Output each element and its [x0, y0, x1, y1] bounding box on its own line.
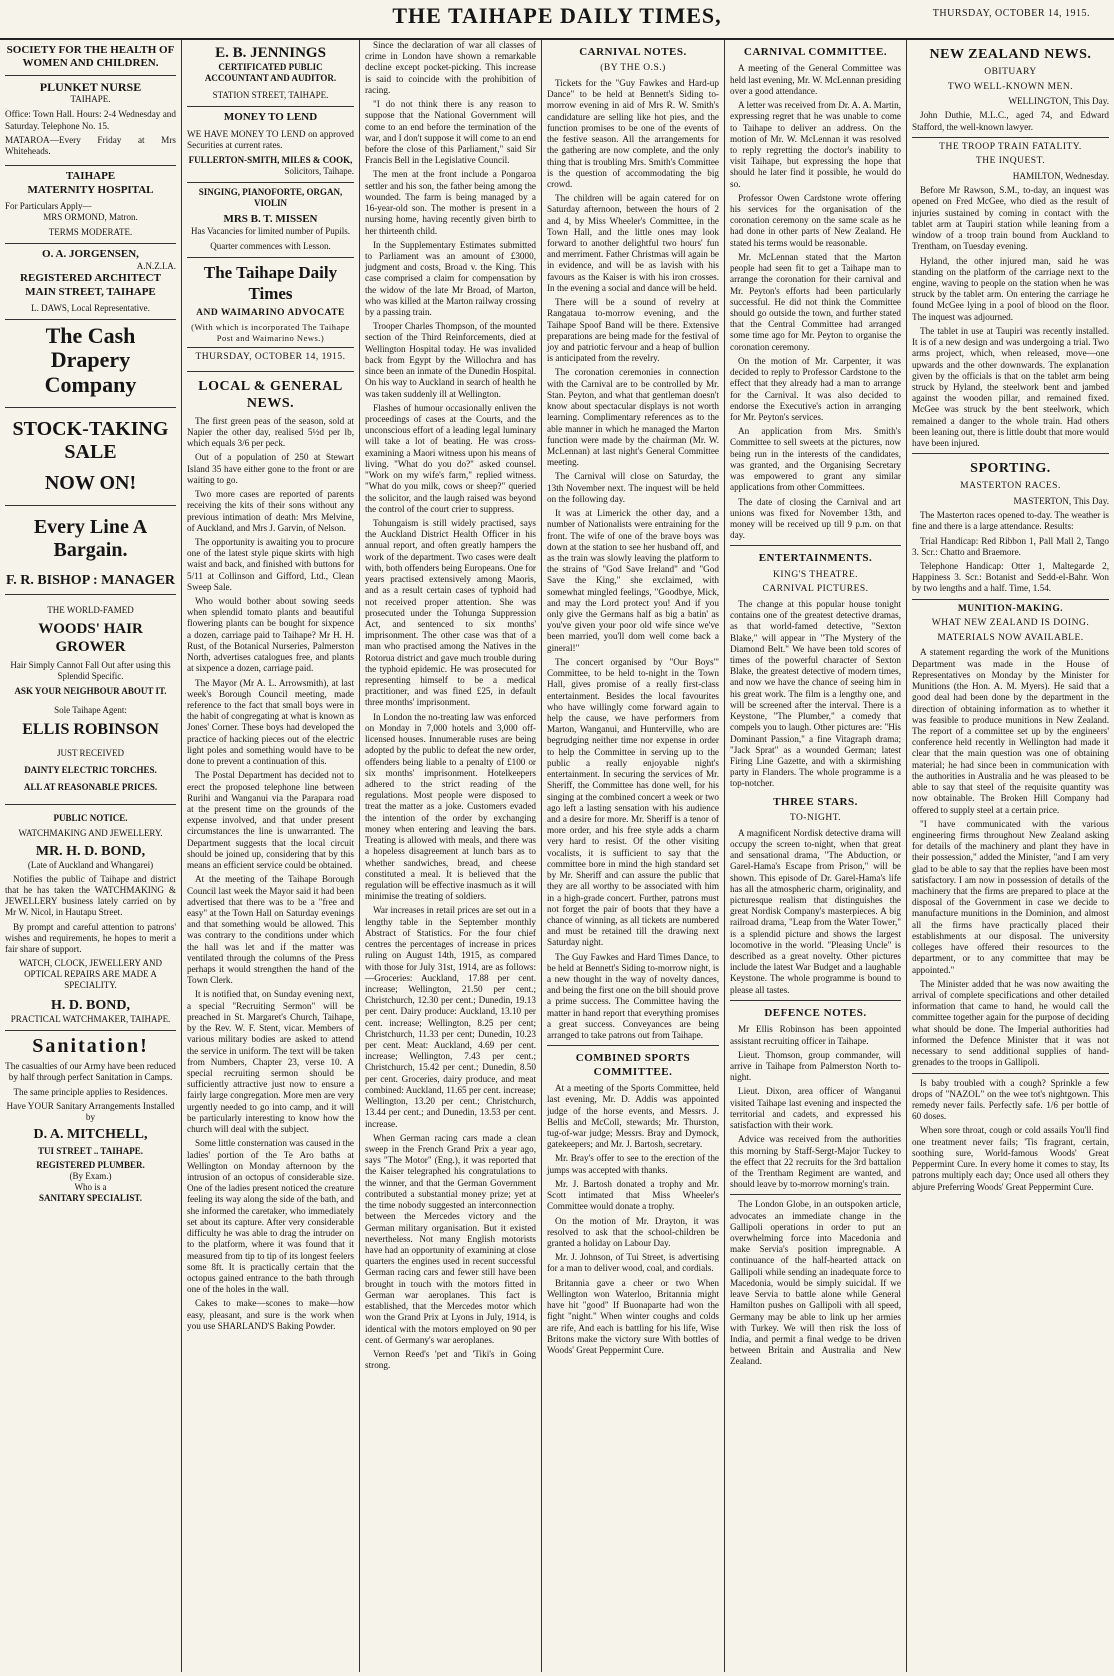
now-on-heading: NOW ON! [44, 471, 137, 494]
sanitation-install: Have YOUR Sanitary Arrangements Installed by [6, 1100, 175, 1122]
society-heading: SOCIETY FOR THE HEALTH OF WOMEN AND CHILDREN. [6, 44, 175, 70]
article-paragraph: The first green peas of the season, sold at Napier the other day, realised 5½d per lb, which equals 3/6 per peck. [187, 415, 354, 449]
column-1-ads [0, 40, 182, 1672]
article-paragraph: There will be a sound of revelry at Rangataua to-morrow evening, and the Taihape Spoof Band will be there. Extensive preparations are being made for the festival of joy and patriotic fervour and a heap of bullion is anticipated from the revelry. [547, 297, 719, 364]
article-paragraph: Some little consternation was caused in the ladies' portion of the Te Aro baths at Wellington on Monday afternoon by the intrusion of an octopus of considerable size. One of the ladies present noticed the creature feeling its way along the side of the bath, and she informed the caretaker, who immediately set about its capture. After very considerable difficulty he was able to drag the intruder on to the platform, where it was found that it measured from tip to tip of its longest feelers some 8ft. It is practically certain that the octopus gained entrance to the bath through one of the holes in the wall. [187, 1138, 354, 1295]
article-paragraph: A letter was received from Dr. A. A. Martin, expressing regret that he was unable to come to Taihape to deliver an address. On the motion of Mr. W. McLennan it was resolved to reply regretting the doctor's inability to visit Taihape, but expressing the hope that should he later find it possible, he would do so. [730, 100, 901, 189]
troop-train-heading: THE TROOP TRAIN FATALITY. [939, 141, 1082, 152]
bond-notice-text: Notifies the public of Taihape and district that he has taken the WATCHMAKING & JEWELLERY business lately carried on by Mr W. Nicol, in Hautapu Street. [5, 873, 176, 918]
plunket-mataroa: MATAROA—Every Friday at Mrs Whiteheads. [5, 134, 176, 157]
jennings-title: CERTIFICATED PUBLIC ACCOUNTANT AND AUDITOR. [204, 62, 337, 84]
maternity-town: TAIHAPE [65, 170, 116, 183]
article-paragraph: On the motion of Mr. Drayton, it was resolved to ask that the school-children be granted a holiday on Labour Day. [547, 1215, 719, 1249]
entertainments-heading: ENTERTAINMENTS. [758, 552, 873, 565]
torches-heading: DAINTY ELECTRIC TORCHES. [24, 764, 157, 775]
missen-subjects: SINGING, PIANOFORTE, ORGAN, VIOLIN [198, 186, 343, 208]
article-paragraph: A magnificent Nordisk detective drama will occupy the screen to-night, when that great and sensational drama, "The Abduction, or Garel-Hama's Escape from Prison," will be shown. This episode of Dr. Garel-Hama's life has all the atmospheric charm, originality, and picturesque realism that distinguishes the great Nordisk Company's masterpieces. A big railroad drama, "Leap from the Water Tower," is a splendid picture and shows the largest locomotive in the world. "Pleasing Uncle" is described as a great novelty. Other pictures include the latest War Budget and a laughable Keystone. The whole programme is bound to please all tastes. [730, 827, 901, 995]
mitchell-address: TUI STREET .. TAIHAPE. [37, 1146, 144, 1157]
article-paragraph: The Guy Fawkes and Hard Times Dance, to be held at Bennett's Siding to-morrow night, is a new thought in the way of novelty dances, and being the first one on the bill should prove a prime success. The Committee having the matter in hand report that everything promises a great success. Conveyances are being arranged to take patrons out from Taihape. [547, 951, 719, 1041]
public-notice: PUBLIC NOTICE. [53, 812, 128, 823]
article-paragraph: Tohungaism is still widely practised, says the Auckland District Health Officer in his annual report, and often greatly hampers the work of the department. Two cases were dealt with, both offenders being Europeans. One for years practised extensively among Maoris, and as a result certain cases of typhoid had not received proper attention. She was prosecuted under the Tohunga Suppression Act, and sentenced to six months' imprisonment. The other case was that of a man who practised among the Natives in the Rotorua district and gave much trouble during the typhoid epidemic. He was prosecuted for representing himself to be a medical practitioner, and was fined £25, in default three months' imprisonment. [365, 517, 536, 708]
money-text: WE HAVE MONEY TO LEND on approved Securities at current rates. [187, 128, 354, 150]
bond-late-of: (Late of Auckland and Whangarei) [27, 859, 154, 870]
sanitation-heading: Sanitation! [32, 1035, 149, 1058]
article-paragraph: In the Supplementary Estimates submitted to Parliament was an amount of £3000, judgment and costs, Broad v. the King. This case comprised a claim for compensation by the widow of the late Mr Broad, of Marton, who was killed at the Marton railway crossing by a passing train. [365, 239, 536, 318]
article-paragraph: Cakes to make—scones to make—how easy, pleasant, and sure is the work when you use SHARLAND'S Baking Powder. [187, 1298, 354, 1331]
missen-vacancies: Has Vacancies for limited number of Pupils. [190, 226, 351, 237]
missen-ad [187, 183, 354, 258]
cash-drapery-company: Company [44, 371, 137, 397]
article-paragraph: Advice was received from the authorities this morning by Staff-Sergt-Major Tuckey to the effect that 22 recruits for the 3rd battalion of the Trentham Regiment are wanted, and should leave by to-morrow morning's train. [730, 1134, 901, 1190]
architect-title: REGISTERED ARCHITECT [20, 272, 161, 285]
plunket-office: Office: Town Hall. Hours: 2-4 Wednesday and Saturday. Telephone No. 15. [5, 109, 176, 131]
article-paragraph: The opportunity is awaiting you to procure one of the latest style pique skirts with high waist and back, and finished with buttons for 5/11 at Collinson and Gifford, Ltd., Clean Sweep Sale. [187, 536, 354, 592]
article-paragraph: Telephone Handicap: Otter 1, Maltegarde 2, Happiness 3. Scr.: Botanist and Sedd-el-Bahr. Won by two lengths and a half. Time, 1.54. [912, 561, 1109, 594]
woods-world-famed: THE WORLD-FAMED [47, 604, 134, 615]
tonight-heading: TO-NIGHT. [789, 813, 842, 824]
mitchell-exam: (By Exam.) [69, 1171, 112, 1182]
bond-signature: H. D. BOND, [51, 998, 130, 1014]
money-ad [187, 107, 354, 183]
jennings-ad [187, 40, 354, 107]
article-paragraph: In London the no-treating law was enforced on Monday in 7,000 hotels and 3,000 off-licensed houses. Innumerable ruses are being adopted by the public to defeat the new order, offenders being liable to a penalty of £100 or six months' imprisonment. Hotelkeepers adhered to the strict reading of the regulations. Most people were disposed to treat the matter as a joke. Customers evaded the intention of the order by exchanging money when entering and leaving the bars. Treating is allowed with meals, and there was a hopeless disagreement at lunch bars as to whether sandwiches, bread, and cheese constituted a meal. It is believed that the regulation will be effective inasmuch as it will minimise the treating of soldiers. [365, 711, 536, 902]
article-paragraph: An application from Mrs. Smith's Committee to sell sweets at the pictures, now being run in the interests of the candidates, was granted, and the Organising Secretary was empowered to grant any similar applications from other Committees. [730, 426, 901, 493]
article-paragraph: The Masterton races opened to-day. The weather is fine and there is a large attendance. Results: [912, 510, 1109, 532]
article-paragraph: Since the declaration of war all classes of crime in London have shown a remarkable decline except pocket-picking. This increase is said to coincide with the prohibition of racing. [365, 40, 536, 95]
missen-quarter: Quarter commences with Lesson. [210, 241, 331, 252]
munition-heading: MUNITION-MAKING. [957, 603, 1064, 614]
article-paragraph: On the motion of Mr. Carpenter, it was decided to reply to Professor Cardstone to the effect that they already had a man to arrange for the Carnival. It was also decided to endorse the Executive's action in arranging for Mr. Peyton's services. [730, 355, 901, 422]
article-paragraph: The men at the front include a Pongaroa settler and his son, the father being among the wounded. The farm is being managed by a 16-year-old son. The mother is present in a nursing home, having recently given birth to her thirteenth child. [365, 169, 536, 236]
article-paragraph: John Duthie, M.L.C., aged 74, and Edward Stafford, the well-known lawyer. [912, 110, 1109, 132]
article-paragraph: War increases in retail prices are set out in a lengthy table in the September monthly Abstract of Statistics. For the four chief centres the percentages of increase in prices ruling on August 14th, 1915, as compared with those for July 31st, 1914, are as follows:—Groceries: Auckland, 17.88 per cent. increase; Wellington, 21.50 per cent.; Christchurch, 12.30 per cent.; Dunedin, 19.13 per cent. Dairy produce: Auckland, 13.10 per cent. increase; Wellington, 8.25 per cent; Christchurch, 11.33 per cent; Dunedin, 10.23 per cent. Meat: Auckland, 4.69 per cent. increase; Wellington, 7.43 per cent.; Christchurch, 15.42 per cent.; Dunedin, 8.50 per cent. Groceries, dairy produce, and meat combined: Auckland, 11.65 per cent. increase; Wellington, 13.20 per cent.; Christchurch, 13.44 per cent.; and Dunedin, 13.53 per cent. increase. [365, 905, 536, 1129]
article-paragraph: "I do not think there is any reason to suppose that the National Government will come to an end before the termination of the war, and I don't suppose it will come to an end before the close of this Parliament," said Sir Francis Bell in the Legislative Council. [365, 99, 536, 166]
two-men-heading: TWO WELL-KNOWN MEN. [947, 81, 1074, 92]
article-paragraph: "I have communicated with the various engineering firms throughout New Zealand asking for details of the machinery and plant they have in their possession," added the Minister, "and I am very glad to be able to say that the replies have been most satisfactory. I am now in possession of details of the machinery that the firms are prepared to place at the disposal of the Government in case we decide to manufacture munitions in the Dominion, and almost all the firms have practically placed their establishments at our disposal. The university colleges have offered their resources to the department, or to any committee that may be appointed." [912, 818, 1109, 975]
article-paragraph: Two more cases are reported of parents receiving the kits of their sons without any previous intimation of death: Mrs Melvine, of Auckland, and Mrs J. Garvin, of Nelson. [187, 489, 354, 533]
woods-hair-ad [5, 595, 176, 805]
article-paragraph: The children will be again catered for on Saturday afternoon, between the hours of 2 and 4, by Miss Wheeler's Committee, in the Town Hall, and the little ones may look forward to another delightful two hours' fun and merriment. Father Christmas will again be in evidence, and will be as lavish with his favours as the Kaiser is with his iron crosses. In the evening a social and dance will be held. [547, 193, 719, 293]
article-paragraph: Mr. J. Bartosh donated a trophy and Mr. Scott intimated that Miss Wheeler's Committee would donate a trophy. [547, 1178, 719, 1212]
sanitation-text: The casualties of our Army have been reduced by half through perfect Sanitation in Camps. [5, 1061, 176, 1083]
plunket-ad [5, 40, 176, 166]
article-paragraph: Trooper Charles Thompson, of the mounted section of the Third Reinforcements, died at Wellington Hospital today. He was invalided back from Egypt by the Willochra and has since been an inmate of the Dunedin Hospital. On his way to Auckland in search of health he was taken suddenly ill at Wellington. [365, 321, 536, 399]
bond-ad [5, 805, 176, 1031]
article-paragraph: The date of closing the Carnival and art unions was fixed for November 13th, and money will be received up till 9 p.m. on that day. [730, 496, 901, 541]
article-paragraph: When German racing cars made a clean sweep in the French Grand Prix a year ago, says "The Motor" (Eng.), it was reported that the Kaiser telegraphed his congratulations to the winner, and that the German Government contributed a substantial money prize; yet at the time nobody suggested an interconnection between the Mercedes victory and the German military organisation. But it existed nevertheless. Not many English motorists have had an opportunity of examining at close quarters the engines used in recent successful German racing cars and fewer still have been brought in touch with the motors fitted in German war aeroplanes. This fact is established, that the Mercedes motor which won the Grand Prix at Lyons in July, 1914, is identical with the motors employed on 90 per cent. of Germany's war aeroplanes. [365, 1132, 536, 1345]
sanitation-principle: The same principle applies to Residences. [13, 1086, 168, 1097]
woods-slogan: Hair Simply Cannot Fall Out after using this Splendid Specific. [10, 660, 171, 682]
inner-title: The Taihape Daily Times [203, 263, 338, 303]
kings-theatre-heading: KING'S THEATRE. [772, 569, 859, 580]
article-paragraph: The Postal Department has decided not to erect the proposed telephone line between Rurihi and Wanganui via the Parapara road at the present time on the grounds of the expense involved, and that under present circumstances the line is unwarranted. The Department suggests that the local circuit should be joined up, considering that by this means an efficient service could be obtained. [187, 770, 354, 871]
article-paragraph: Flashes of humour occasionally enliven the proceedings of cases at the Courts, and the unconscious effort of a leading legal luminary will take a lot of beating. He was cross-examining a Maori witness upon his means of living. "What do you do?" asked counsel. "Work on my wife's farm," replied witness. "What do you milk, cows or sheep?" queried the solicitor, and the laugh raised was beyond the control of the court crier to suppress. [365, 402, 536, 514]
mitchell-specialist: SANITARY SPECIALIST. [38, 1193, 143, 1204]
column-3 [360, 40, 542, 1672]
plunket-town: TAIHAPE. [70, 94, 111, 105]
missen-name: MRS B. T. MISSEN [223, 212, 318, 225]
masthead [0, 0, 1114, 40]
article-paragraph: The concert organised by "Our Boys'" Committee, to be held to-night in the Town Hall, gives promise of a really first-class entertainment. Besides the local favourites who have willingly come forward again to help the cause, we have performers from Marton, Wanganui, and Hunterville, who are begrudging neither time nor expense in order to help the Committee in serving up to the public a really enjoyable night's entertainment. In securing the services of Mr. Sheriff, the Committee has done well, for his singing at the combined concert a week or two ago left a lasting sensation with his audience and a desire for more. Mr. Sheriff is a tenor of more order, and his free style adds a charm very hard to resist. Of the other visiting vocalists, it is sufficient to say that the committee bore in mind the high standard set by Mr. Sheriff and can assure the public that they are all worthy to be associated with him in a high-grade concert. Further, patrons must not forget the pair of boots that they have a chance of winning, as all tickets are numbered and must be retained till the drawing next Saturday night. [547, 656, 719, 948]
paper-nameplate [187, 263, 354, 371]
sanitation-ad [5, 1031, 176, 1209]
money-heading: MONEY TO LEND [223, 111, 318, 124]
article-paragraph: Mr. J. Johnson, of Tui Street, is advertising for a man to deliver wood, coal, and cordials. [547, 1252, 719, 1274]
article-paragraph: The tablet in use at Taupiri was recently installed. It is of a new design and was undergoing a trial. Two arms project, which, when released, move—one upwards and the other downwards. The explanation given by the officials is that on the tablet arm being struck by Hyland, the steelwork bent and jambed against the wooden pillar, and remained fixed. McGee was struck by the bent steelwork, which remained a danger to the whole train. Had others been leaning out, there is little doubt that more would have been injured. [912, 325, 1109, 449]
article-paragraph: Before Mr Rawson, S.M., to-day, an inquest was opened on Fred McGee, who died as the result of injuries sustained by coming in contact with the tablet arm at Taupiri station while leaning from a window of a troop train bound from Auckland to Trentham, on Tuesday evening. [912, 185, 1109, 252]
sports-committee-heading: COMBINED SPORTS COMMITTEE. [575, 1052, 691, 1078]
article-paragraph: Out of a population of 250 at Stewart Island 35 have either gone to the front or are waiting to go. [187, 452, 354, 485]
bond-repairs: WATCH, CLOCK, JEWELLERY AND OPTICAL REPAIRS ARE MADE A SPECIALITY. [19, 958, 162, 991]
woods-agent-name: ELLIS ROBINSON [22, 721, 159, 739]
money-solicitors: Solicitors, Taihape. [284, 166, 354, 177]
carnival-pictures-heading: CARNIVAL PICTURES. [762, 584, 869, 595]
bond-name: MR. H. D. BOND, [35, 843, 146, 859]
article-paragraph: Lieut. Thomson, group commander, will arrive in Taihape from Palmerston North to-night. [730, 1049, 901, 1083]
woods-ask: ASK YOUR NEIGHBOUR ABOUT IT. [14, 686, 167, 697]
article-paragraph: The Minister added that he was now awaiting the arrival of complete specifications and other detailed information that came to hand, he would call the committee together again for the purpose of deciding what should be done. The Imperial authorities had informed the Defence Minister that it was not necessary to send additional supplies of hand-grenades to the troops in Gallipoli. [912, 978, 1109, 1068]
article-paragraph: Hyland, the other injured man, said he was standing on the platform of the carriage next to the engine, waving to people on the station when he was struck by the tablet arm. On entering the carriage he found McGee lying in a pool of blood on the floor. The inquest was adjourned. [912, 255, 1109, 322]
inner-date: THURSDAY, OCTOBER 14, 1915. [195, 352, 346, 363]
inquest-heading: THE INQUEST. [975, 156, 1046, 167]
inner-incorporated: (With which is incorporated The Taihape Post and Waimarino News.) [191, 322, 350, 343]
materials-subheading: MATERIALS NOW AVAILABLE. [937, 632, 1084, 643]
woods-agent-label: Sole Taihape Agent: [54, 705, 127, 716]
stock-taking-heading: STOCK-TAKING [12, 417, 169, 440]
article-paragraph: The coronation ceremonies in connection with the Carnival are to be controlled by Mr. Stan. Peyton, and what that gentleman doesn't know about spectacular displays is not worth learning. Complimentary references as to the able manner in which he managed the Marton function were made by the chairman (Mr. W. McLennan) at last night's General Committee meeting. [547, 367, 719, 468]
jennings-name: E. B. JENNINGS [215, 45, 326, 61]
local-general-heading: LOCAL & GENERAL NEWS. [198, 378, 343, 411]
munition-subheading: WHAT NEW ZEALAND IS DOING. [931, 618, 1090, 629]
carnival-notes-byline: (BY THE O.S.) [600, 63, 666, 74]
article-paragraph: Who would bother about sowing seeds when splendid tomato plants and beautiful flowering plants can be bought for sixpence a dozen, carriage paid to Taihape? Mr H. H. Rust, of the Botanical Nurseries, Palmerston North, advertises catalogues free, and plants at sixpence a dozen, carriage paid. [187, 596, 354, 674]
article-paragraph: Tickets for the "Guy Fawkes and Hard-up Dance" to be held at Bennett's Siding to-morrow evening in aid of Mrs R. W. Smith's candidature are selling like hot pies, and the function promises to be one of the events of the festive season. All the arrangements for the gathering are now complete, and the only thing that is troubling Mrs. Smith's Committee is the question of accommodating the big crowd. [547, 77, 719, 189]
article-paragraph: It is notified that, on Sunday evening next, a special "Recruiting Sermon" will be preached in St. Margaret's Church, Taihape, by the Rev. W. F. Stent, vicar. Members of various military bodies are asked to attend the service in uniform. The text will be taken from Numbers, Chapter 23, verse 10. A special recruiting sermon should be sufficiently attractive just now to ensure a fairly large congregation. More men are very urgently needed to go into camp, and it will be particularly interesting to know how the church will deal with the subject. [187, 989, 354, 1135]
architect-address: MAIN STREET, TAIHAPE [25, 285, 156, 298]
architect-rep: L. DAWS, Local Representative. [31, 303, 150, 314]
mitchell-who: Who is a [74, 1182, 107, 1193]
cash-drapery-ad [5, 320, 176, 595]
article-paragraph: The Mayor (Mr A. L. Arrowsmith), at last week's Borough Council meeting, made reference to the fact that small boys were in the habit of congregating at what is known as Jones' Corner. These boys had developed the practice of hacking pieces out of the electric light poles and something would have to be done to prevent a continuation of this. [187, 677, 354, 767]
article-paragraph: The Carnival will close on Saturday, the 13th November next. The inquest will be held on the following day. [547, 471, 719, 504]
bond-attention-text: By prompt and careful attention to patrons' wishes and requirements, he hopes to merit a fair share of support. [5, 921, 176, 954]
column-6 [907, 40, 1114, 1672]
bond-trade: WATCHMAKING AND JEWELLERY. [18, 827, 163, 838]
article-paragraph: When sore throat, cough or cold assails You'll find one treatment never fails; 'Tis fragrant, certain, soothing sure, World-famous Woods' Great Peppermint Cure. In every home it comes to stay, Its patrons multiply each day; Once used all others they abjure Preferring Woods' Great Peppermint Cure. [912, 1125, 1109, 1192]
column-4 [542, 40, 725, 1672]
plunket-heading: PLUNKET NURSE [39, 79, 142, 94]
article-paragraph: A statement regarding the work of the Munitions Department was made in the House of Representatives on Monday by the Minister for Munitions (the Hon. A. M. Myers). He said that a good deal had been done by the department in the direction of obtaining information as to whether it was feasible to produce munitions in New Zealand. The report of a committee set up by the engineers' conference held recently in Wellington had made it clear that the main question was one of obtaining material; he had since been in communication with the authorities in Australia and he was pleased to be able to say that steel of the requisite quantity was now obtainable. The Broken Hill Company had offered to supply steel at a certain price. [912, 647, 1109, 815]
article-paragraph: Lieut. Dixon, area officer of Wanganui visited Taihape last evening and inspected the territorial and cadets, and expressed his satisfaction with their work. [730, 1086, 901, 1131]
maternity-terms: TERMS MODERATE. [48, 227, 133, 238]
article-paragraph: A meeting of the General Committee was held last evening, Mr. W. McLennan presiding over a good attendance. [730, 63, 901, 96]
nz-news-heading: NEW ZEALAND NEWS. [929, 47, 1092, 62]
sale-heading: SALE [64, 440, 117, 463]
sporting-heading: SPORTING. [970, 461, 1051, 477]
torches-received: JUST RECEIVED [56, 747, 125, 758]
article-paragraph: Is baby troubled with a cough? Sprinkle a few drops of "NAZOL" on the wee tot's nightgown. This remedy never fails. Perfectly safe. 1/6 per bottle of 60 doses. [912, 1077, 1109, 1122]
column-2 [182, 40, 360, 1672]
article-paragraph: Professor Owen Cardstone wrote offering his services for the organisation of the coronation ceremony on the same scale as he had done in other parts of New Zealand. He stated his terms would be reasonable. [730, 192, 901, 248]
jennings-address: STATION STREET, TAIHAPE. [212, 90, 329, 101]
maternity-ad [5, 166, 176, 244]
woods-hair-grower: WOODS' HAIR GROWER [38, 620, 143, 656]
maternity-apply: For Particulars Apply— [5, 201, 92, 212]
article-paragraph: The change at this popular house tonight contains one of the greatest detective dramas, as that world-famed detective, "Sexton Blake," will appear in "The Mystery of the Diamond Belt." We have been told scores of times of the powerful character of Sexton Blake, the greatest detective of modern times, and now we have the chance of seeing him in his great work. The film is a lengthy one, and will be screened after the interval. There is a Keystone, "The Plumber," a comedy that compels you to laugh. Other pictures are: "His Dominant Passion," a fine Vitagraph drama; "Jack Sprat" as a wounded German; latest Firing Line Gazette, and with a skirmishing party in Flanders. The whole programme is a top-notcher. [730, 598, 901, 789]
torches-prices: ALL AT REASONABLE PRICES. [23, 781, 158, 792]
architect-name: O. A. JORGENSEN, [42, 248, 139, 260]
dateline: HAMILTON, Wednesday. [1012, 171, 1109, 182]
maternity-heading: MATERNITY HOSPITAL [27, 183, 154, 196]
obituary-heading: OBITUARY [984, 67, 1037, 78]
newspaper-title: THE TAIHAPE DAILY TIMES, [392, 3, 722, 28]
mitchell-plumber: REGISTERED PLUMBER. [36, 1160, 145, 1171]
article-paragraph: Trial Handicap: Red Ribbon 1, Pall Mall 2, Tango 3. Scr.: Chatto and Braemore. [912, 535, 1109, 557]
maternity-matron: MRS ORMOND, Matron. [43, 212, 138, 223]
masterton-races-heading: MASTERTON RACES. [960, 481, 1061, 492]
article-paragraph: Mr. Bray's offer to see to the erection of the jumps was accepted with thanks. [547, 1153, 719, 1175]
column-5 [725, 40, 907, 1672]
money-firm: FULLERTON-SMITH, MILES & COOK, [188, 155, 353, 166]
article-paragraph: At the meeting of the Taihape Borough Council last week the Mayor said it had been advertised that there was to be a "free and easy" at the Town Hall on Saturday evenings and that something would be allowed. This was contrary to the conditions under which the hall was let and if the matter was ventilated through the columns of the Press perhaps it would strengthen the hand of the Town Clerk. [187, 874, 354, 986]
article-paragraph: The London Globe, in an outspoken article, advocates an immediate change in the Gallipoli operations in order to put an overwhelming force into Macedonia and make Servia's position impregnable. A continuance of the half-hearted attack on Gallipoli while sending an inadequate force to Macedonia, would be simply suicidal. If we leave Servia to battle alone while General Hamilton pushes on Gallipoli with all speed, Germany may be able to link up her armies with Turkey. We will then risk the loss of India, and permit a final wedge to be driven between Britain and Australia and New Zealand. [730, 1199, 901, 1367]
inner-subtitle: AND WAIMARINO ADVOCATE [196, 307, 345, 318]
carnival-committee-heading: CARNIVAL COMMITTEE. [743, 46, 888, 58]
article-paragraph: It was at Limerick the other day, and a number of Nationalists were entraining for the front. The wife of one of the brave boys was down at the station to see her husband off, and as the train was slowly leaving the platform to the strains of "God Save Ireland" and "God Save the King," she exclaimed, with somewhat mingled feelings, "Goodbye, Mick, and may the Lord protect you! And if you only give the Germans half as big a batin' as you've given your poor old wife since we've been married, you'll dom well come back a gineral!" [547, 508, 719, 653]
dateline: WELLINGTON, This Day. [1008, 96, 1109, 107]
bond-title: PRACTICAL WATCHMAKER, TAIHAPE. [10, 1014, 171, 1025]
architect-ad [5, 244, 176, 320]
defence-notes-heading: DEFENCE NOTES. [764, 1006, 867, 1019]
article-paragraph: Vernon Reed's 'pet and 'Tiki's in Going strong. [365, 1348, 536, 1371]
three-stars-heading: THREE STARS. [773, 795, 858, 808]
mitchell-name: D. A. MITCHELL, [33, 1127, 148, 1143]
issue-date: THURSDAY, OCTOBER 14, 1915. [932, 8, 1090, 19]
article-paragraph: Mr Ellis Robinson has been appointed assistant recruiting officer in Taihape. [730, 1024, 901, 1046]
manager-line: F. R. BISHOP : MANAGER [5, 572, 176, 588]
dateline: MASTERTON, This Day. [1013, 495, 1109, 506]
article-paragraph: Britannia gave a cheer or two When Wellington won Waterloo, Britannia might have hit "good" If Buonaparte had won the fight "night." When winter coughs and colds are rife, And each is battling for his life, Wise Britons make the victory sure With bottles of Woods' Great Peppermint Cure. [547, 1277, 719, 1355]
carnival-notes-heading: CARNIVAL NOTES. [579, 46, 687, 58]
cash-drapery-title: The Cash Drapery [45, 323, 136, 373]
bargain-heading: Every Line A Bargain. [33, 515, 148, 561]
article-paragraph: At a meeting of the Sports Committee, held last evening, Mr. D. Addis was appointed judge of the horse events, and Messrs. J. Bellis and McColl, stewards; Mr. Thurston, tug-of-war judge; Messrs. Bray and Dymock, gatekeepers; and Mr. J. Bartosh, secretary. [547, 1083, 719, 1150]
architect-quals: A.N.Z.I.A. [136, 261, 176, 272]
article-paragraph: Mr. McLennan stated that the Marton people had seen fit to get a Taihape man to arrange the coronation for their carnival and Mr. Peyton's efforts had been particularly successful. He did not think the Committee should go outside the town, and further stated that the Central Committee had arranged some time ago for Mr. Peyton to organise the coronation ceremony. [730, 251, 901, 352]
